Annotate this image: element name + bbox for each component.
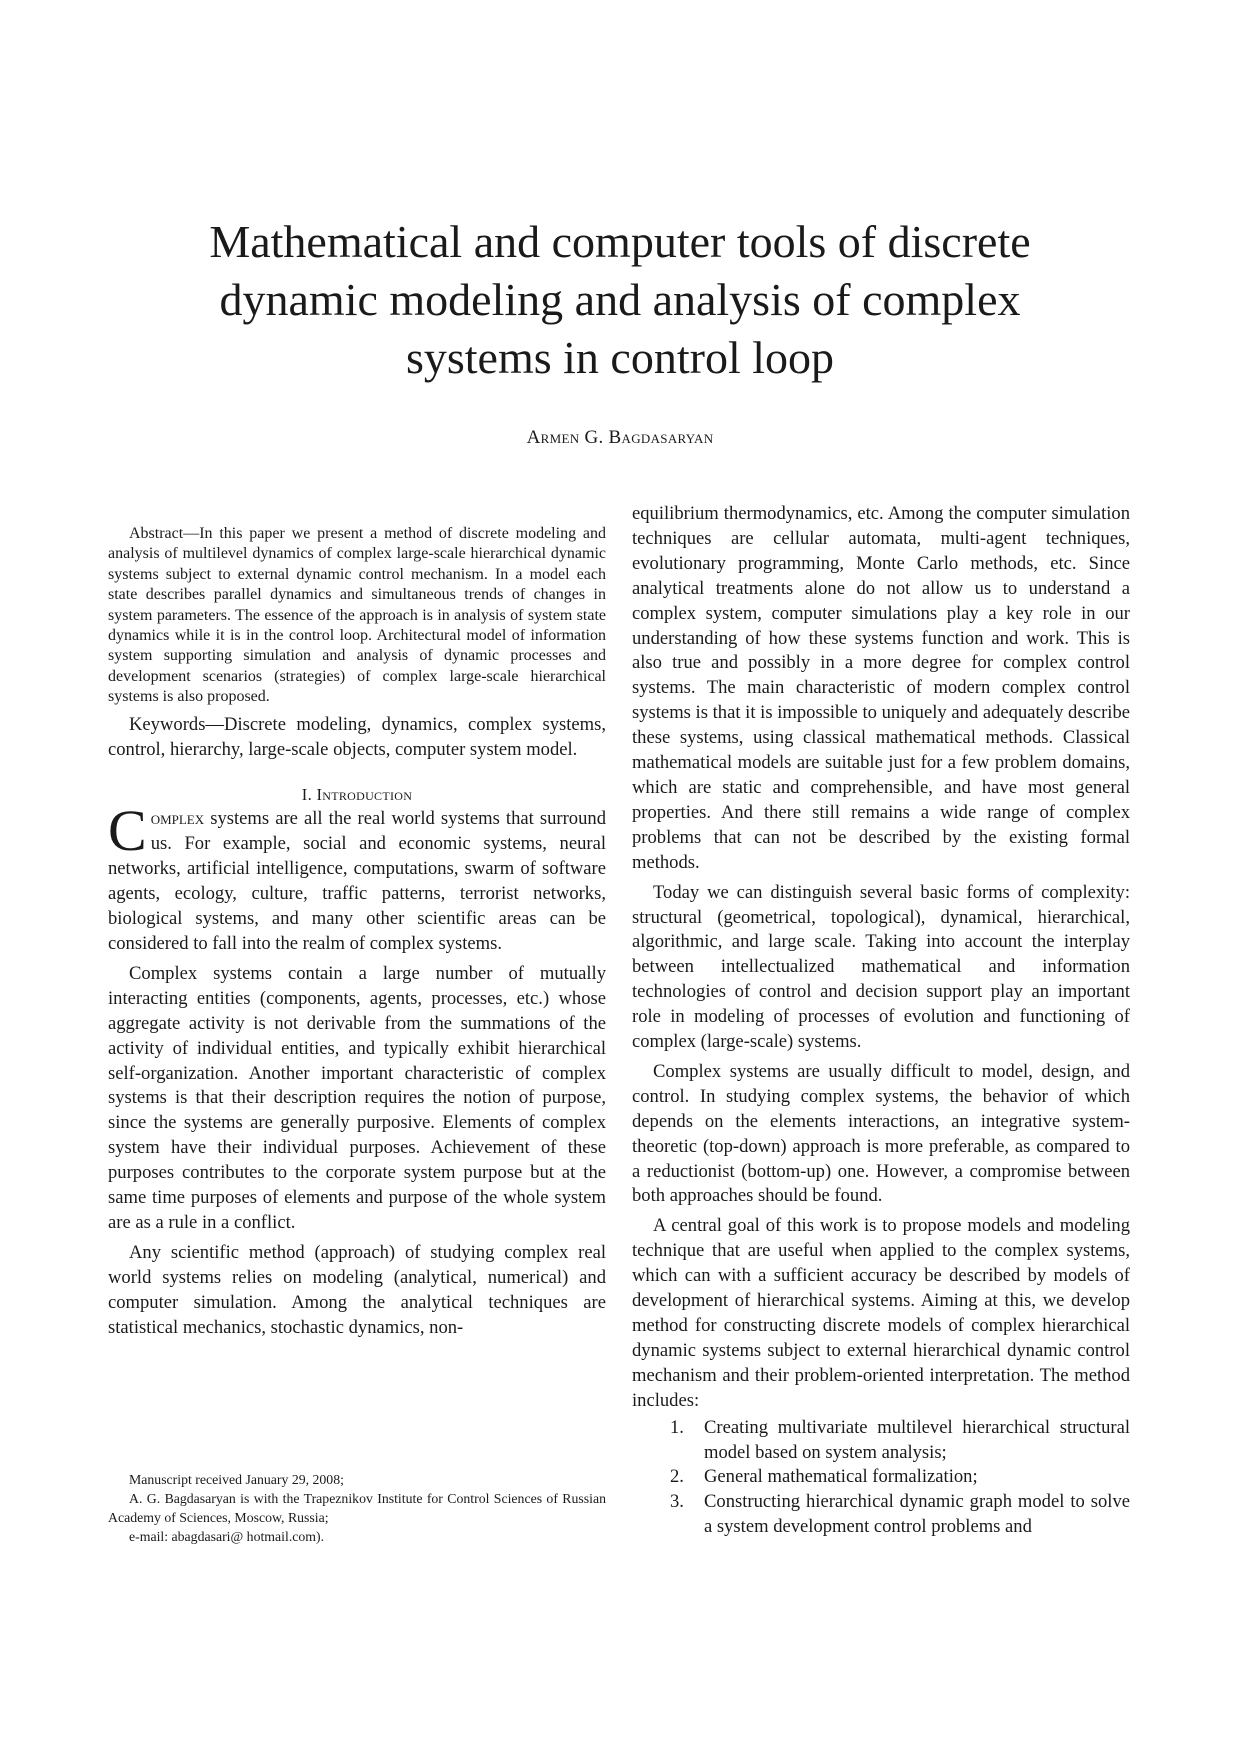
list-item-number: 3. (670, 1491, 684, 1513)
list-item-text: Creating multivariate multilevel hierarchical structural model based on system analysis; (704, 1416, 1130, 1463)
right-paragraph-2: Today we can distinguish several basic forms of complexity: structural (geometrical, topological), dynamical, hierarchical, algorithmic, and large scale. Taking into account the interplay between intellectualized mathematical and information technologies of control and decision support play an important role in modeling of processes of evolution and functioning of complex (large-scale) systems. (632, 881, 1130, 1053)
footnote-affiliation: A. G. Bagdasaryan is with the Trapeznikov Institute for Control Sciences of Russian Academy of Sciences, Moscow, Russia; (108, 1491, 606, 1525)
paper-title (120, 213, 1120, 387)
list-item-text: General mathematical formalization; (704, 1466, 978, 1488)
list-item (632, 1465, 1130, 1490)
right-paragraph-3: Complex systems are usually difficult to model, design, and control. In studying complex systems, the behavior of which depends on the elements interactions, an integrative system-theoretic (top-down) approach is more preferable, as compared to a reductionist (bottom-up) one. However, a compromise between both approaches should be found. (632, 1060, 1130, 1207)
keywords: Keywords—Discrete modeling, dynamics, complex systems, control, hierarchy, large-scale objects, computer system model. (108, 713, 606, 760)
footnote-received: Manuscript received January 29, 2008; (129, 1472, 344, 1487)
right-column (632, 502, 1130, 1540)
section-title: Introduction (316, 785, 413, 805)
abstract: Abstract—In this paper we present a method of discrete modeling and analysis of multilevel dynamics of complex large-scale hierarchical dynamic systems subject to external dynamic control mechanism. In a model each state describes parallel dynamics and simultaneous trends of changes in system parameters. The essence of the approach is in analysis of system state dynamics while it is in the control loop. Architectural model of information system supporting simulation and analysis of dynamic processes and development scenarios (strategies) of complex large-scale hierarchical systems is also proposed. (108, 525, 606, 706)
footnote-email: e-mail: abagdasari@ hotmail.com). (129, 1529, 325, 1544)
author-name: Armen G. Bagdasaryan (526, 427, 714, 448)
list-item-number: 1. (670, 1416, 684, 1438)
footnotes (108, 1470, 606, 1546)
list-item (632, 1416, 1130, 1466)
section-number: I. (301, 785, 313, 805)
intro-paragraph-2: Complex systems contain a large number of mutually interacting entities (components, agents, processes, etc.) whose aggregate activity is not derivable from the summations of the activity of individual entities, and typically exhibit hierarchical self-organization. Another important characteristic of complex systems is that their description requires the notion of purpose, since the systems are generally purposive. Elements of complex system have their individual purposes. Achievement of these purposes contributes to the corporate system purpose but at the same time purposes of elements and purpose of the whole system are as a rule in a conflict. (108, 962, 606, 1233)
section-heading-introduction (108, 783, 606, 807)
method-list (632, 1416, 1130, 1541)
list-item (632, 1490, 1130, 1540)
drop-cap: C (108, 798, 147, 864)
list-item-text: Constructing hierarchical dynamic graph model to solve a system development control problems and (704, 1491, 1130, 1538)
intro-paragraph-1-text: systems are all the real world systems that surround us. For example, social and economic systems, neural networks, artificial intelligence, computations, swarm of software agents, ecology, culture, traffic patterns, terrorist networks, biological systems, and many other scientific areas can be considered to fall into the realm of complex systems. (108, 808, 606, 954)
intro-paragraph-3: Any scientific method (approach) of studying complex real world systems relies on modeling (analytical, numerical) and computer simulation. Among the analytical techniques are statistical mechanics, stochastic dynamics, non- (108, 1241, 606, 1338)
left-column (108, 524, 606, 1341)
title-line: systems in control loop (405, 332, 835, 383)
list-item-number: 2. (670, 1466, 684, 1488)
intro-paragraph-1 (108, 798, 606, 956)
right-paragraph-continued: equilibrium thermodynamics, etc. Among the computer simulation techniques are cellular automata, multi-agent techniques, evolutionary programming, Monte Carlo methods, etc. Since analytical treatments alone do not allow us to understand a complex system, computer simulations play a key role in our understanding of how these systems function and work. This is also true and possibly in a more degree for complex control systems. The main characteristic of modern complex control systems is that it is impossible to uniquely and adequately describe these systems, using classical mathematical methods. Classical mathematical models are suitable just for a few problem domains, which are static and comprehensible, and have most general properties. And there still remains a wide range of complex problems that can not be described by the existing formal methods. (632, 503, 1130, 873)
title-line: Mathematical and computer tools of discrete (209, 216, 1031, 267)
title-line: dynamic modeling and analysis of complex (219, 274, 1021, 325)
right-paragraph-4: A central goal of this work is to propose models and modeling technique that are useful when applied to the complex systems, which can with a sufficient accuracy be described by models of development of hierarchical systems. Aiming at this, we develop method for constructing discrete models of complex hierarchical dynamic systems subject to external hierarchical dynamic control mechanism and their problem-oriented interpretation. The method includes: (632, 1215, 1130, 1411)
first-word: omplex (150, 808, 205, 830)
